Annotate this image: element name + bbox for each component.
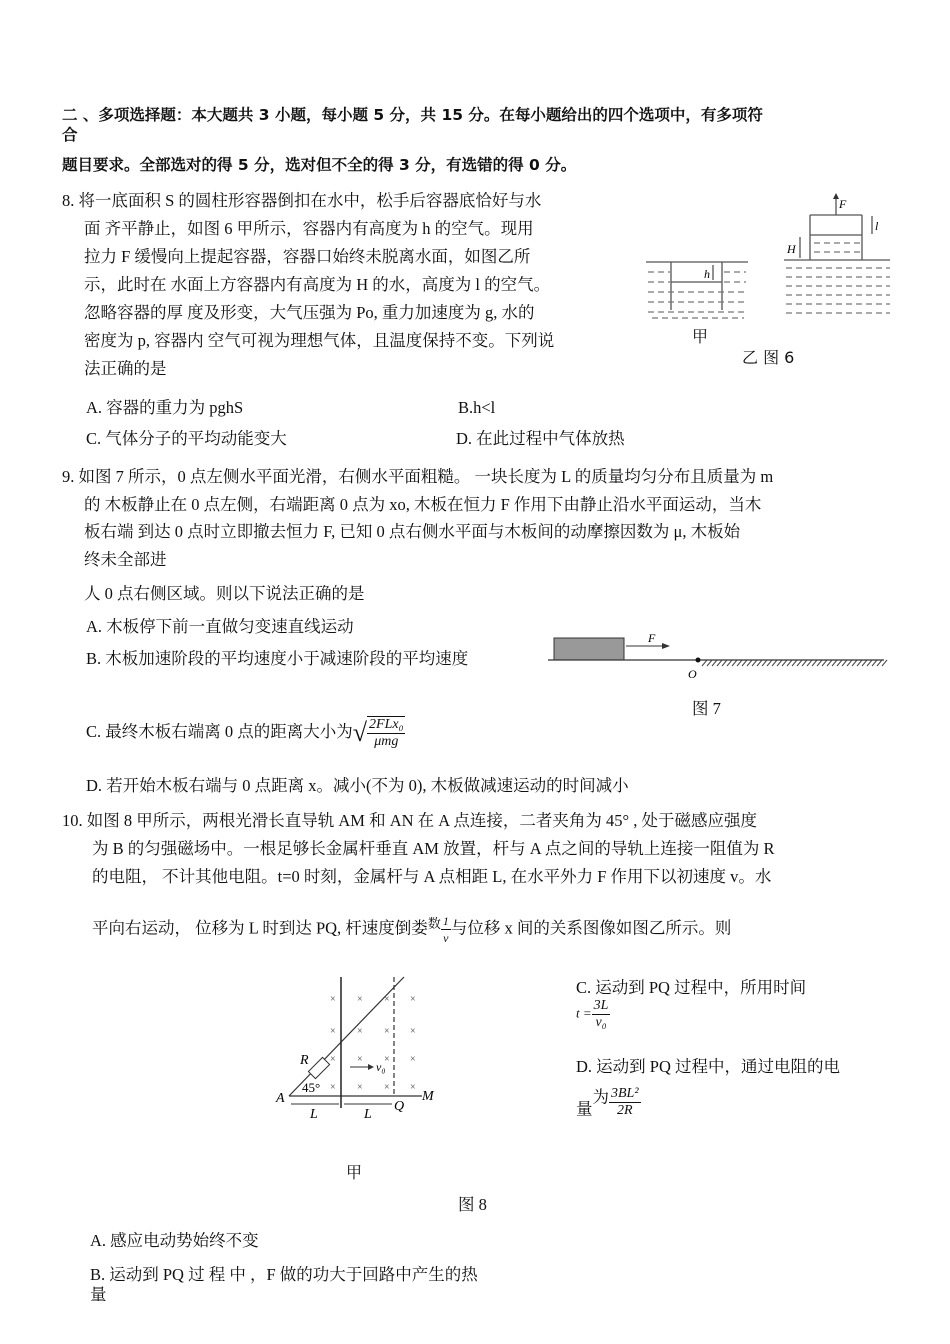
label-R: R [300, 1053, 309, 1068]
q10-option-d: D. 运动到 PQ 过程中，通过电阻的电 [576, 1057, 841, 1076]
frac-den: μmg [374, 734, 399, 749]
field-mark: × [410, 1082, 416, 1093]
frac-num: 3L [593, 998, 609, 1013]
q10-option-d-prefix: 为 [592, 1087, 609, 1107]
hatch-mark [702, 660, 707, 666]
frac-num: 1 [442, 914, 449, 928]
hatch-mark [807, 660, 812, 666]
hatch-mark [777, 660, 782, 666]
q9-option-b: B. 木板加速阶段的平均速度小于减速阶段的平均速度 [86, 649, 469, 668]
field-mark: × [410, 994, 416, 1005]
hatch-mark [742, 660, 747, 666]
hatch-mark [747, 660, 752, 666]
hatch-mark [722, 660, 727, 666]
q10-line: 的电阻， 不计其他电阻。t=0 时刻，金属杆与 A 点相距 L, 在水平外力 F 作用下以初速度 v。水 [92, 867, 772, 886]
q8-option-d: D. 在此过程中气体放热 [456, 429, 625, 448]
hatch-mark [757, 660, 762, 666]
hatch-mark [822, 660, 827, 666]
q8-option-b: B.h<l [458, 398, 496, 417]
q10-option-a: A. 感应电动势始终不变 [90, 1231, 259, 1250]
label-O: O [688, 667, 697, 681]
figure-8-caption: 图 8 [458, 1195, 487, 1214]
q10-line [92, 913, 731, 946]
label-F: F [839, 197, 847, 211]
frac-num: 3BL² [611, 1086, 639, 1101]
section-header-line2: 题目要求。全部选对的得 5 分，选对但不全的得 3 分，有选错的得 0 分。 [62, 156, 577, 174]
label-M: M [422, 1089, 434, 1104]
figure-7-caption: 图 7 [692, 699, 721, 718]
field-mark: × [330, 1082, 336, 1093]
q9-option-c-fraction [367, 716, 405, 750]
frac-den: v [443, 931, 449, 945]
hatch-mark [732, 660, 737, 666]
hatch-mark [877, 660, 882, 666]
hatch-mark [712, 660, 717, 666]
q9-line: 的 木板静止在 0 点左侧，右端距离 0 点为 xo, 木板在恒力 F 作用下由静止沿水平面运动，当木 [84, 495, 762, 514]
hatch-mark [802, 660, 807, 666]
q10-option-b: B. 运动到 PQ 过 程 中 ，F 做的功大于回路中产生的热 [90, 1265, 478, 1284]
field-mark: × [357, 994, 363, 1005]
hatch-mark [717, 660, 722, 666]
label-v0: v₀ [376, 1060, 386, 1074]
field-mark: × [330, 1054, 336, 1065]
q10-option-d-formula [576, 1086, 641, 1120]
label-L1: L [310, 1107, 318, 1122]
q9-option-d: D. 若开始木板右端与 0 点距离 x。减小(不为 0), 木板做减速运动的时间减小 [86, 776, 629, 795]
hatch-mark [727, 660, 732, 666]
q10-line: 为 B 的匀强磁场中。一根足够长金属杆垂直 AM 放置，杆与 A 点之间的导轨上连接一阻值为 R [92, 839, 775, 858]
q9-line: 9. 如图 7 所示，0 点左侧水平面光滑，右侧水平面粗糙。 一块长度为 L 的质量均匀分布且质量为 m [62, 467, 774, 486]
hatch-mark [832, 660, 837, 666]
q9-option-c: C. 最终木板右端离 0 点的距离大小为√ $\frac{\text{2FLx₀}}{\text{μmg}}$ [86, 717, 404, 749]
q10-option-c: C. 运动到 PQ 过程中，所用时间 [576, 978, 807, 997]
section-header-line1b: 合 [62, 126, 78, 144]
label-h: h [704, 267, 710, 281]
hatch-mark [752, 660, 757, 666]
field-mark: × [384, 1026, 390, 1037]
hatch-mark [882, 660, 887, 666]
hatch-mark [842, 660, 847, 666]
field-mark: × [410, 1026, 416, 1037]
q10-option-b-cont: 量 [90, 1285, 107, 1304]
figure-6-label-a: 甲 [692, 327, 709, 346]
hatch-mark [827, 660, 832, 666]
field-mark: × [357, 1026, 363, 1037]
section-header-line1: 二 、多项选择题：本大题共 3 小题，每小题 5 分，共 15 分。在每小题给出的四个选项中，有多项符 [62, 106, 763, 124]
hatch-mark [782, 660, 787, 666]
frac-den: v₀ [595, 1015, 607, 1030]
q8-line: 面 齐平静止，如图 6 甲所示，容器内有高度为 h 的空气。现用 [84, 219, 534, 238]
q10-line-text: 平向右运动， 位移为 L 时到达 PQ, 杆速度倒娄 [92, 918, 428, 938]
q10-inline-fraction [441, 913, 451, 946]
hatch-mark [862, 660, 867, 666]
hatch-mark [737, 660, 742, 666]
q9-line: 板右端 到达 0 点时立即撤去恒力 F, 已知 0 点右侧水平面与木板间的动摩擦因数为 μ, 木板始 [84, 522, 741, 541]
hatch-mark [762, 660, 767, 666]
q9-line: 人 0 点右侧区域。则以下说法正确的是 [84, 584, 365, 603]
figure-8-label: 甲 [346, 1163, 363, 1182]
figure-6-diagram [640, 190, 900, 330]
hatch-mark [817, 660, 822, 666]
label-H: H [787, 242, 796, 256]
q9-option-c-text: C. 最终木板右端离 0 点的距离大小为 [86, 721, 353, 741]
field-mark: × [384, 1054, 390, 1065]
q8-line: 忽略容器的厚 度及形变，大气压强为 Po, 重力加速度为 g, 水的 [84, 303, 535, 322]
q8-line: 法正确的是 [84, 359, 167, 378]
q10-option-d-fraction [609, 1086, 641, 1119]
figure-6-caption: 乙 图 6 [742, 348, 795, 367]
hatch-mark [707, 660, 712, 666]
hatch-mark [837, 660, 842, 666]
q8-line: 密度为 p, 容器内 空气可视为理想气体，且温度保持不变。下列说 [84, 331, 555, 350]
label-Q: Q [394, 1099, 405, 1114]
field-mark: × [384, 1082, 390, 1093]
hatch-mark [812, 660, 817, 666]
frac-num: 2FLx₀ [369, 717, 404, 732]
hatch-mark [847, 660, 852, 666]
q10-line-text: 与位移 x 间的关系图像如图乙所示。则 [450, 918, 732, 938]
q10-line: 10. 如图 8 甲所示，两根光滑长直导轨 AM 和 AN 在 A 点连接，二者夹角为 45° , 处于磁感应强度 [62, 811, 758, 830]
label-angle: 45° [302, 1080, 321, 1095]
hatch-mark [787, 660, 792, 666]
figure-7-diagram [548, 632, 888, 682]
figure-8-diagram [262, 962, 462, 1122]
hatch-mark [772, 660, 777, 666]
field-mark: × [357, 1082, 363, 1093]
q8-line: 示，此时在 水面上方容器内有高度为 H 的水，高度为 l 的空气。 [84, 275, 551, 294]
q10-option-c-formula [576, 998, 610, 1031]
q10-option-c-fraction [592, 998, 611, 1031]
hatch-mark [867, 660, 872, 666]
q8-line: 拉力 F 缓慢向上提起容器，容器口始终未脱离水面，如图乙所 [84, 247, 531, 266]
q9-line: 终未全部进 [84, 550, 167, 569]
hatch-mark [872, 660, 877, 666]
field-mark: × [384, 994, 390, 1005]
label-L2: L [364, 1107, 372, 1122]
field-mark: × [410, 1054, 416, 1065]
q8-option-a: A. 容器的重力为 pghS [86, 398, 244, 417]
field-mark: × [357, 1054, 363, 1065]
frac-den: 2R [616, 1103, 633, 1118]
hatch-mark [797, 660, 802, 666]
hatch-mark [767, 660, 772, 666]
label-A: A [276, 1091, 285, 1106]
q8-line: 8. 将一底面积 S 的圆柱形容器倒扣在水中，松手后容器底恰好与水 [62, 191, 542, 210]
q10-option-d-text: 量 [576, 1099, 593, 1119]
hatch-mark [792, 660, 797, 666]
formula-t: t = [576, 1005, 592, 1021]
label-l: l [875, 219, 879, 233]
q9-option-a: A. 木板停下前一直做匀变速直线运动 [86, 617, 354, 636]
field-mark: × [330, 1026, 336, 1037]
label-F: F [648, 632, 656, 645]
q10-inline-prefix: 数 [427, 916, 441, 931]
field-mark: × [330, 994, 336, 1005]
hatch-mark [852, 660, 857, 666]
q8-option-c: C. 气体分子的平均动能变大 [86, 429, 287, 448]
hatch-mark [857, 660, 862, 666]
